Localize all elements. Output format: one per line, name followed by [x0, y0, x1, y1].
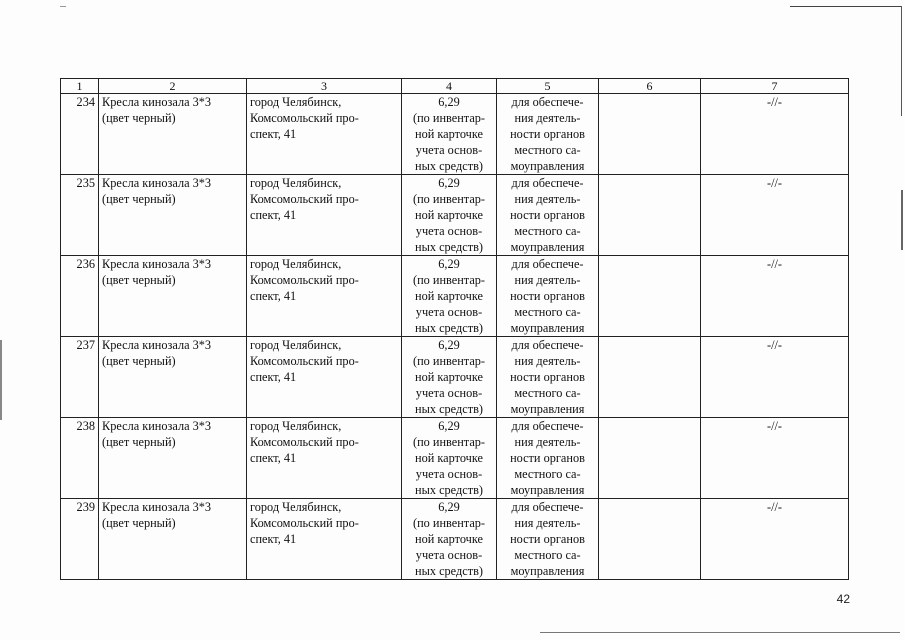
cell-line: 6,29 [438, 257, 460, 271]
table-header-row [61, 79, 849, 94]
cell-line: ных средств) [415, 321, 483, 335]
cell-line: спект, 41 [250, 208, 297, 222]
cell-line: спект, 41 [250, 127, 297, 141]
cell-line: моуправления [510, 402, 585, 416]
value-cell [402, 499, 497, 580]
cell-line: ной карточке [415, 532, 483, 546]
item-name-cell [99, 499, 247, 580]
purpose-cell [497, 337, 599, 418]
cell-line: ности органов [510, 127, 585, 141]
column-6-cell [599, 418, 701, 499]
address-cell [247, 175, 402, 256]
cell-line: ной карточке [415, 208, 483, 222]
page-number: 42 [836, 592, 850, 606]
cell-line: город Челябинск, [250, 419, 342, 433]
cell-line: (цвет черный) [102, 435, 176, 449]
cell-line: для обеспече- [511, 95, 584, 109]
purpose-cell [497, 256, 599, 337]
cell-line: учета основ- [415, 224, 483, 238]
cell-line: 6,29 [438, 500, 460, 514]
purpose-cell [497, 418, 599, 499]
cell-line: местного са- [514, 386, 581, 400]
cell-line: (по инвентар- [412, 273, 486, 287]
cell-line: моуправления [510, 483, 585, 497]
cell-line: ной карточке [415, 451, 483, 465]
cell-line: ния деятель- [514, 273, 581, 287]
column-6-cell [599, 499, 701, 580]
cell-line: (цвет черный) [102, 516, 176, 530]
address-cell [247, 256, 402, 337]
cell-line: моуправления [510, 240, 585, 254]
cell-line: спект, 41 [250, 289, 297, 303]
cell-line: местного са- [514, 467, 581, 481]
table-row [61, 499, 849, 580]
cell-line: для обеспече- [511, 500, 584, 514]
cell-line: Комсомольский про- [250, 354, 359, 368]
cell-line: ния деятель- [514, 516, 581, 530]
item-name-cell [99, 337, 247, 418]
column-6-cell [599, 337, 701, 418]
address-cell [247, 94, 402, 175]
ditto-cell: -//- [701, 175, 849, 256]
scan-artifact [790, 6, 902, 7]
address-cell [247, 337, 402, 418]
column-6-cell [599, 256, 701, 337]
cell-line: город Челябинск, [250, 176, 342, 190]
cell-line: ния деятель- [514, 111, 581, 125]
cell-line: спект, 41 [250, 532, 297, 546]
cell-line: спект, 41 [250, 370, 297, 384]
cell-line: учета основ- [415, 548, 483, 562]
item-name-cell [99, 256, 247, 337]
cell-line: ной карточке [415, 289, 483, 303]
row-number-cell: 236 [61, 256, 99, 337]
row-number-cell: 239 [61, 499, 99, 580]
table-body [61, 94, 849, 580]
cell-line: ных средств) [415, 402, 483, 416]
cell-line: 6,29 [438, 338, 460, 352]
cell-line: учета основ- [415, 143, 483, 157]
cell-line: спект, 41 [250, 451, 297, 465]
cell-line: для обеспече- [511, 257, 584, 271]
purpose-cell [497, 94, 599, 175]
purpose-cell [497, 499, 599, 580]
cell-line: (цвет черный) [102, 192, 176, 206]
cell-line: (по инвентар- [412, 354, 486, 368]
table-row [61, 94, 849, 175]
ditto-cell: -//- [701, 499, 849, 580]
value-cell [402, 337, 497, 418]
cell-line: Кресла кинозала 3*3 [102, 500, 212, 514]
table-row [61, 256, 849, 337]
cell-line: моуправления [510, 159, 585, 173]
cell-line: ных средств) [415, 483, 483, 497]
cell-line: учета основ- [415, 467, 483, 481]
cell-line: город Челябинск, [250, 95, 342, 109]
table-row [61, 175, 849, 256]
cell-line: ния деятель- [514, 192, 581, 206]
cell-line: для обеспече- [511, 338, 584, 352]
cell-line: город Челябинск, [250, 338, 342, 352]
cell-line: 6,29 [438, 95, 460, 109]
cell-line: ных средств) [415, 564, 483, 578]
purpose-cell [497, 175, 599, 256]
row-number-cell: 234 [61, 94, 99, 175]
column-header-3: 3 [247, 79, 402, 94]
column-header-5: 5 [497, 79, 599, 94]
cell-line: (по инвентар- [412, 192, 486, 206]
cell-line: для обеспече- [511, 176, 584, 190]
column-header-1: 1 [61, 79, 99, 94]
cell-line: учета основ- [415, 305, 483, 319]
cell-line: ных средств) [415, 240, 483, 254]
cell-line: ния деятель- [514, 435, 581, 449]
cell-line: Комсомольский про- [250, 516, 359, 530]
cell-line: (по инвентар- [412, 111, 486, 125]
cell-line: Комсомольский про- [250, 435, 359, 449]
item-name-cell [99, 418, 247, 499]
cell-line: учета основ- [415, 386, 483, 400]
cell-line: город Челябинск, [250, 500, 342, 514]
scan-artifact [0, 340, 2, 420]
address-cell [247, 418, 402, 499]
column-header-7: 7 [701, 79, 849, 94]
cell-line: местного са- [514, 305, 581, 319]
cell-line: местного са- [514, 143, 581, 157]
cell-line: ности органов [510, 370, 585, 384]
scan-artifact [901, 190, 903, 250]
cell-line: Кресла кинозала 3*3 [102, 338, 212, 352]
value-cell [402, 256, 497, 337]
ditto-cell: -//- [701, 94, 849, 175]
cell-line: Комсомольский про- [250, 273, 359, 287]
ditto-cell: -//- [701, 418, 849, 499]
address-cell [247, 499, 402, 580]
column-6-cell [599, 94, 701, 175]
cell-line: 6,29 [438, 419, 460, 433]
cell-line: город Челябинск, [250, 257, 342, 271]
cell-line: (по инвентар- [412, 435, 486, 449]
ditto-cell: -//- [701, 337, 849, 418]
cell-line: местного са- [514, 224, 581, 238]
value-cell [402, 94, 497, 175]
column-header-2: 2 [99, 79, 247, 94]
cell-line: (цвет черный) [102, 273, 176, 287]
cell-line: ния деятель- [514, 354, 581, 368]
item-name-cell [99, 175, 247, 256]
cell-line: моуправления [510, 564, 585, 578]
cell-line: моуправления [510, 321, 585, 335]
cell-line: местного са- [514, 548, 581, 562]
value-cell [402, 175, 497, 256]
cell-line: Кресла кинозала 3*3 [102, 257, 212, 271]
scan-artifact [540, 632, 900, 633]
cell-line: Комсомольский про- [250, 192, 359, 206]
cell-line: ности органов [510, 532, 585, 546]
scan-artifact [60, 6, 66, 7]
cell-line: для обеспече- [511, 419, 584, 433]
cell-line: Кресла кинозала 3*3 [102, 419, 212, 433]
cell-line: (по инвентар- [412, 516, 486, 530]
row-number-cell: 235 [61, 175, 99, 256]
scan-artifact [901, 6, 902, 116]
row-number-cell: 237 [61, 337, 99, 418]
cell-line: Кресла кинозала 3*3 [102, 176, 212, 190]
cell-line: ности органов [510, 208, 585, 222]
cell-line: ности органов [510, 451, 585, 465]
item-name-cell [99, 94, 247, 175]
row-number-cell: 238 [61, 418, 99, 499]
cell-line: 6,29 [438, 176, 460, 190]
cell-line: ности органов [510, 289, 585, 303]
table-row [61, 337, 849, 418]
column-6-cell [599, 175, 701, 256]
column-header-6: 6 [599, 79, 701, 94]
cell-line: (цвет черный) [102, 354, 176, 368]
ditto-cell: -//- [701, 256, 849, 337]
column-header-4: 4 [402, 79, 497, 94]
table-row [61, 418, 849, 499]
cell-line: ных средств) [415, 159, 483, 173]
cell-line: (цвет черный) [102, 111, 176, 125]
cell-line: Кресла кинозала 3*3 [102, 95, 212, 109]
value-cell [402, 418, 497, 499]
cell-line: ной карточке [415, 370, 483, 384]
cell-line: Комсомольский про- [250, 111, 359, 125]
cell-line: ной карточке [415, 127, 483, 141]
property-register-table [60, 78, 849, 580]
